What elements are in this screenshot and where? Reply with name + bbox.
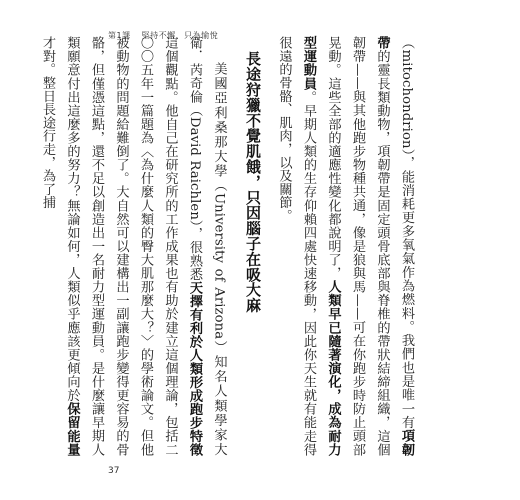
paragraph-2-highlight-a: 天擇有利於人類形成跑步特徵	[187, 280, 202, 457]
paragraph-1-highlight-a: 項韌帶	[374, 36, 414, 456]
paragraph-2	[35, 36, 231, 456]
section-heading: 長途狩獵不覺肌餓，只因腦子在吸大麻	[244, 51, 262, 313]
chapter-title: 堅持不懈，只為愉悅	[141, 31, 219, 40]
paragraph-2-text-c: 才對。整日長途行走，為了捕	[40, 36, 55, 209]
paragraph-1-text-c: 。早期人類的生存仰賴四處快速移動，因此你天生就有能走得很遠的骨骼、肌肉，以及關節。	[276, 36, 316, 456]
paragraph-2-highlight-b: 保留能量	[64, 402, 80, 457]
paragraph-2-text-b: 這個觀點。他自己在研究所的工作成果也有助於建立這個理論，包括二〇〇五年一篇題為〈為什麼人類的臀大肌那麼大？〉的學術論文。但他被動物的問題給難倒了。大自然可以建構出一副讓跑步變得更容易的骨骼，但僅憑這點，還不足以創造出一名耐力型運動員。是什麼讓早期人類願意付出這麼多的努力？無論如何，人類似乎應該更傾向於	[64, 36, 178, 456]
page-number: 37	[108, 466, 120, 476]
paragraph-2-text-a: 美國亞利桑那大學（University of Arizona）知名人類學家大衛．芮奇倫（David Raichlen），很熟悉	[187, 36, 227, 456]
chapter-number: 第1課	[108, 31, 131, 40]
paragraph-1-text-a: （mitochondrion），能消耗更多氧氣作為燃料。我們也是唯一有	[399, 36, 414, 430]
vertical-text-body	[35, 36, 419, 456]
paragraph-1-highlight-b: 人類早已隨著演化，成為耐力型運動員	[301, 36, 341, 456]
paragraph-1	[271, 36, 418, 456]
paragraph-1-text-b: 的靈長類動物，項韌帶是固定頭骨底部與脊椎的帶狀結締組織，這個韌帶——與其他跑步物種共通，像是狼與馬——可在你跑步時防止頭部晃動。這些全部的適應性變化都說明了，	[325, 36, 390, 456]
